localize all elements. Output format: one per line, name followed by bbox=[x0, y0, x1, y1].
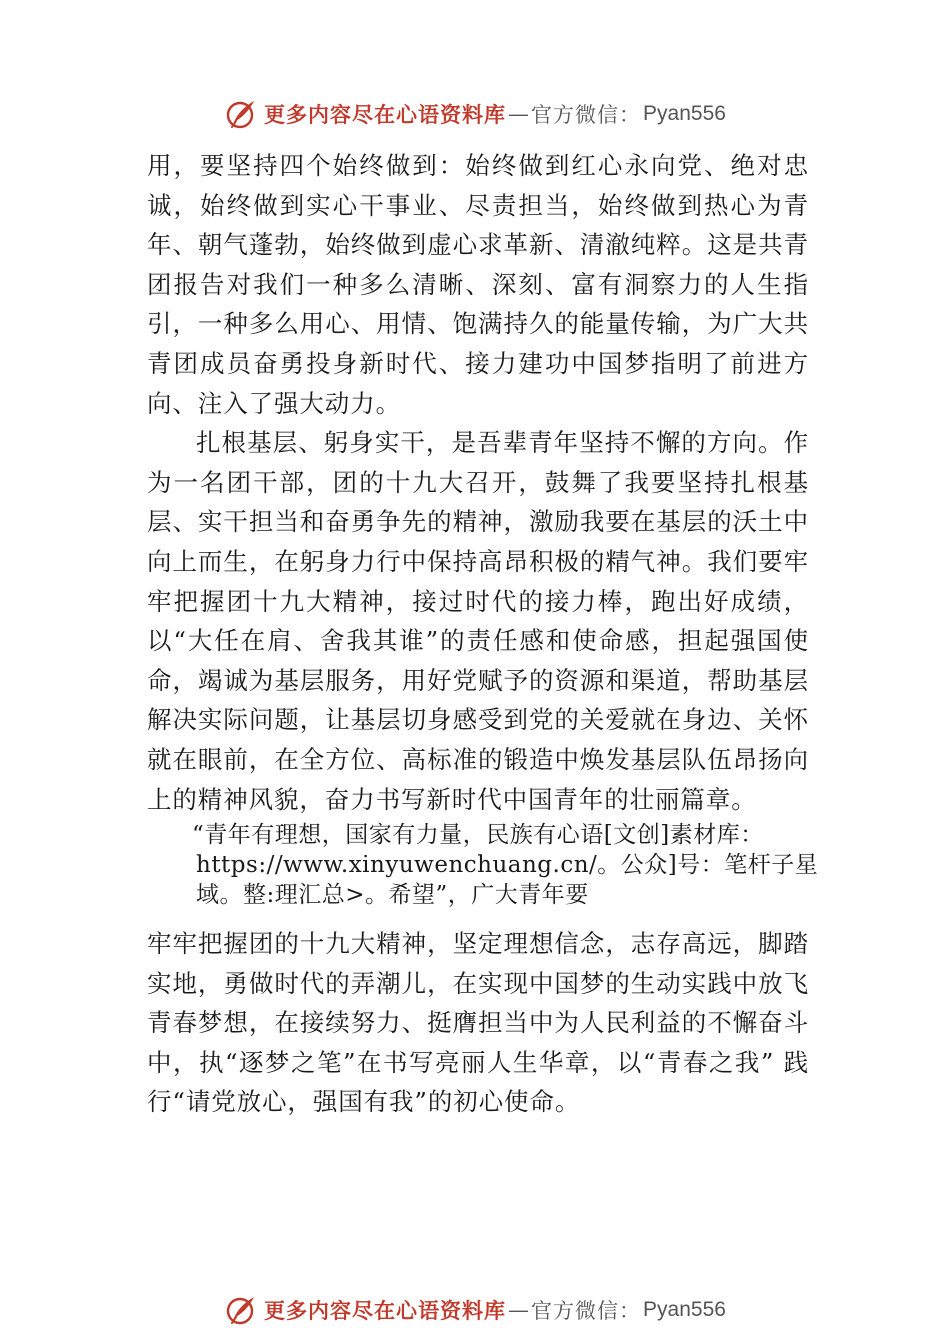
footer-banner-wechat-id: Pyan556 bbox=[643, 1298, 726, 1321]
quote-line-2: https://www.xinyuwenchuang.cn/。公众]号：笔杆子星 bbox=[196, 852, 819, 879]
quote-block bbox=[192, 820, 826, 910]
document-body bbox=[147, 146, 819, 1122]
quill-pen-logo-icon bbox=[224, 97, 258, 131]
banner-wechat-id: Pyan556 bbox=[643, 102, 726, 125]
footer-banner bbox=[0, 1290, 950, 1330]
paragraph-1: 用，要坚持四个始终做到：始终做到红心永向党、绝对忠诚，始终做到实心干事业、尽责担当，始终做到热心为青年、朝气蓬勃，始终做到虚心求革新、清澈纯粹。这是共青团报告对我们一种多么清晰、深刻、富有洞察力的人生指引，一种多么用心、用情、饱满持久的能量传输，为广大共青团成员奋勇投身新时代、接力建功中国梦指明了前进方向、注入了强大动力。 bbox=[147, 151, 809, 418]
paragraph-3: 牢牢把握团的十九大精神，坚定理想信念，志存高远，脚踏实地，勇做时代的弄潮儿，在实现中国梦的生动实践中放飞青春梦想，在接续努力、挺膺担当中为人民利益的不懈奋斗中，执“逐梦之笔”在书写亮丽人生华章，以“青春之我” 践行“请党放心，强国有我”的初心使命。 bbox=[147, 929, 809, 1117]
quote-line-3: 域。整:理汇总>。希望”，广大青年要 bbox=[196, 882, 589, 909]
header-banner bbox=[0, 94, 950, 134]
banner-wechat-label: 官方微信： bbox=[531, 103, 642, 127]
paragraph-2: 扎根基层、躬身实干，是吾辈青年坚持不懈的方向。作为一名团干部，团的十九大召开，鼓舞了我要坚持扎根基层、实干担当和奋勇争先的精神，激励我要在基层的沃土中向上而生，在躬身力行中保持高昂积极的精气神。我们要牢牢把握团十九大精神，接过时代的接力棒，跑出好成绩，以“大任在肩、舍我其谁”的责任感和使命感，担起强国使命，竭诚为基层服务，用好党赋予的资源和渠道，帮助基层解决实际问题，让基层切身感受到党的关爱就在身边、关怀就在眼前，在全方位、高标准的锻造中焕发基层队伍昂扬向上的精神风貌，奋力书写新时代中国青年的壮丽篇章。 bbox=[147, 428, 809, 814]
banner-dash: — bbox=[508, 102, 530, 126]
footer-banner-wechat-label: 官方微信： bbox=[531, 1299, 642, 1323]
banner-title: 更多内容尽在心语资料库 bbox=[264, 102, 507, 127]
footer-banner-title: 更多内容尽在心语资料库 bbox=[264, 1298, 507, 1323]
footer-banner-dash: — bbox=[508, 1298, 530, 1322]
quote-line-1: “青年有理想，国家有力量，民族有心语[文创]素材库： bbox=[192, 822, 764, 849]
quill-pen-logo-icon bbox=[224, 1293, 258, 1327]
